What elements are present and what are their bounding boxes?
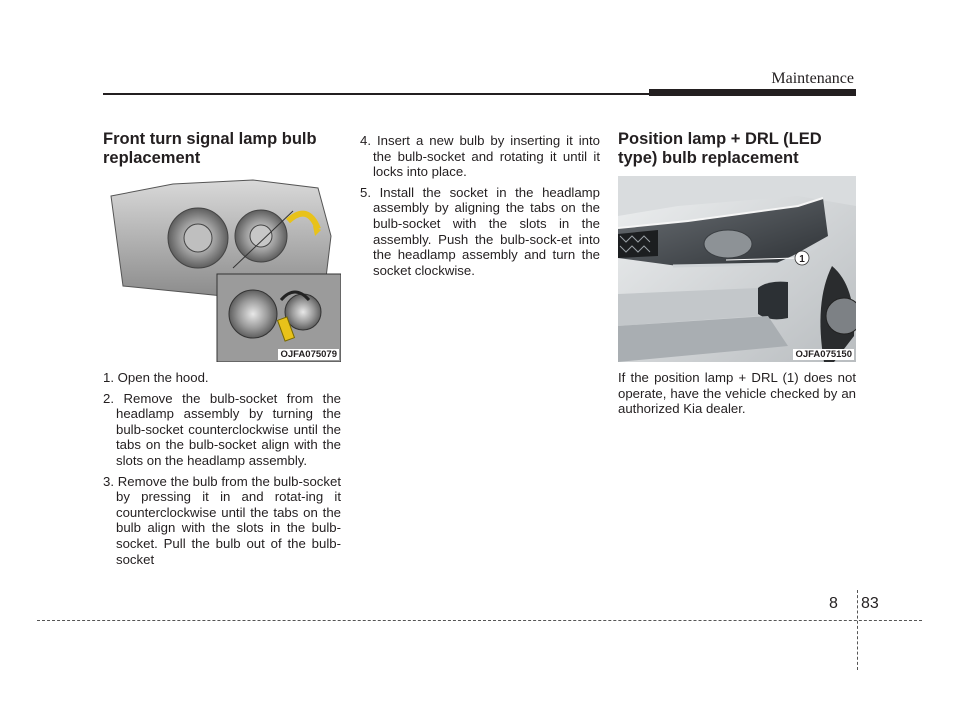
right-paragraph: If the position lamp + DRL (1) does not operate, have the vehicle checked by an authorized Kia dealer. — [618, 370, 856, 417]
chapter-number: 8 — [829, 595, 838, 612]
step-item: 3. Remove the bulb from the bulb-socket by pressing it in and rotat-ing it counterclockwise until the tabs on the bulb align with the slots in the bulb-socket. Pull the bulb out of the bulb-socket — [103, 473, 341, 567]
header-rule — [103, 93, 649, 95]
callout-number: 1 — [799, 254, 805, 265]
footer-divider — [857, 590, 858, 670]
headlamp-illustration — [103, 176, 341, 362]
section-title: Maintenance — [771, 70, 854, 87]
right-heading: Position lamp + DRL (LED type) bulb replacement — [618, 130, 822, 167]
car-front-figure — [618, 176, 856, 362]
header-rule-accent — [649, 89, 856, 96]
page-number: 83 — [861, 595, 879, 612]
step-item: 4. Insert a new bulb by inserting it into the bulb-socket and rotating it until it locks into place. — [360, 133, 600, 180]
figure-code: OJFA075150 — [795, 349, 852, 360]
step-item: 5. Install the socket in the headlamp assembly by aligning the tabs on the bulb-socket with the slots in the assembly. Push the bulb-sock-et into the headlamp assembly and turn the socket clockwise. — [360, 184, 600, 278]
step-item: 2. Remove the bulb-socket from the headlamp assembly by turning the bulb-socket counterclockwise until the tabs on the bulb-socket align with the slots on the headlamp assembly. — [103, 390, 341, 468]
footer-rule — [37, 620, 922, 621]
car-front-photo — [618, 176, 856, 362]
headlamp-figure — [103, 176, 341, 362]
left-heading: Front turn signal lamp bulb replacement — [103, 130, 317, 167]
step-item: 1. Open the hood. — [103, 370, 209, 385]
middle-steps — [360, 133, 600, 283]
left-steps — [103, 370, 341, 572]
figure-code: OJFA075079 — [280, 349, 337, 360]
